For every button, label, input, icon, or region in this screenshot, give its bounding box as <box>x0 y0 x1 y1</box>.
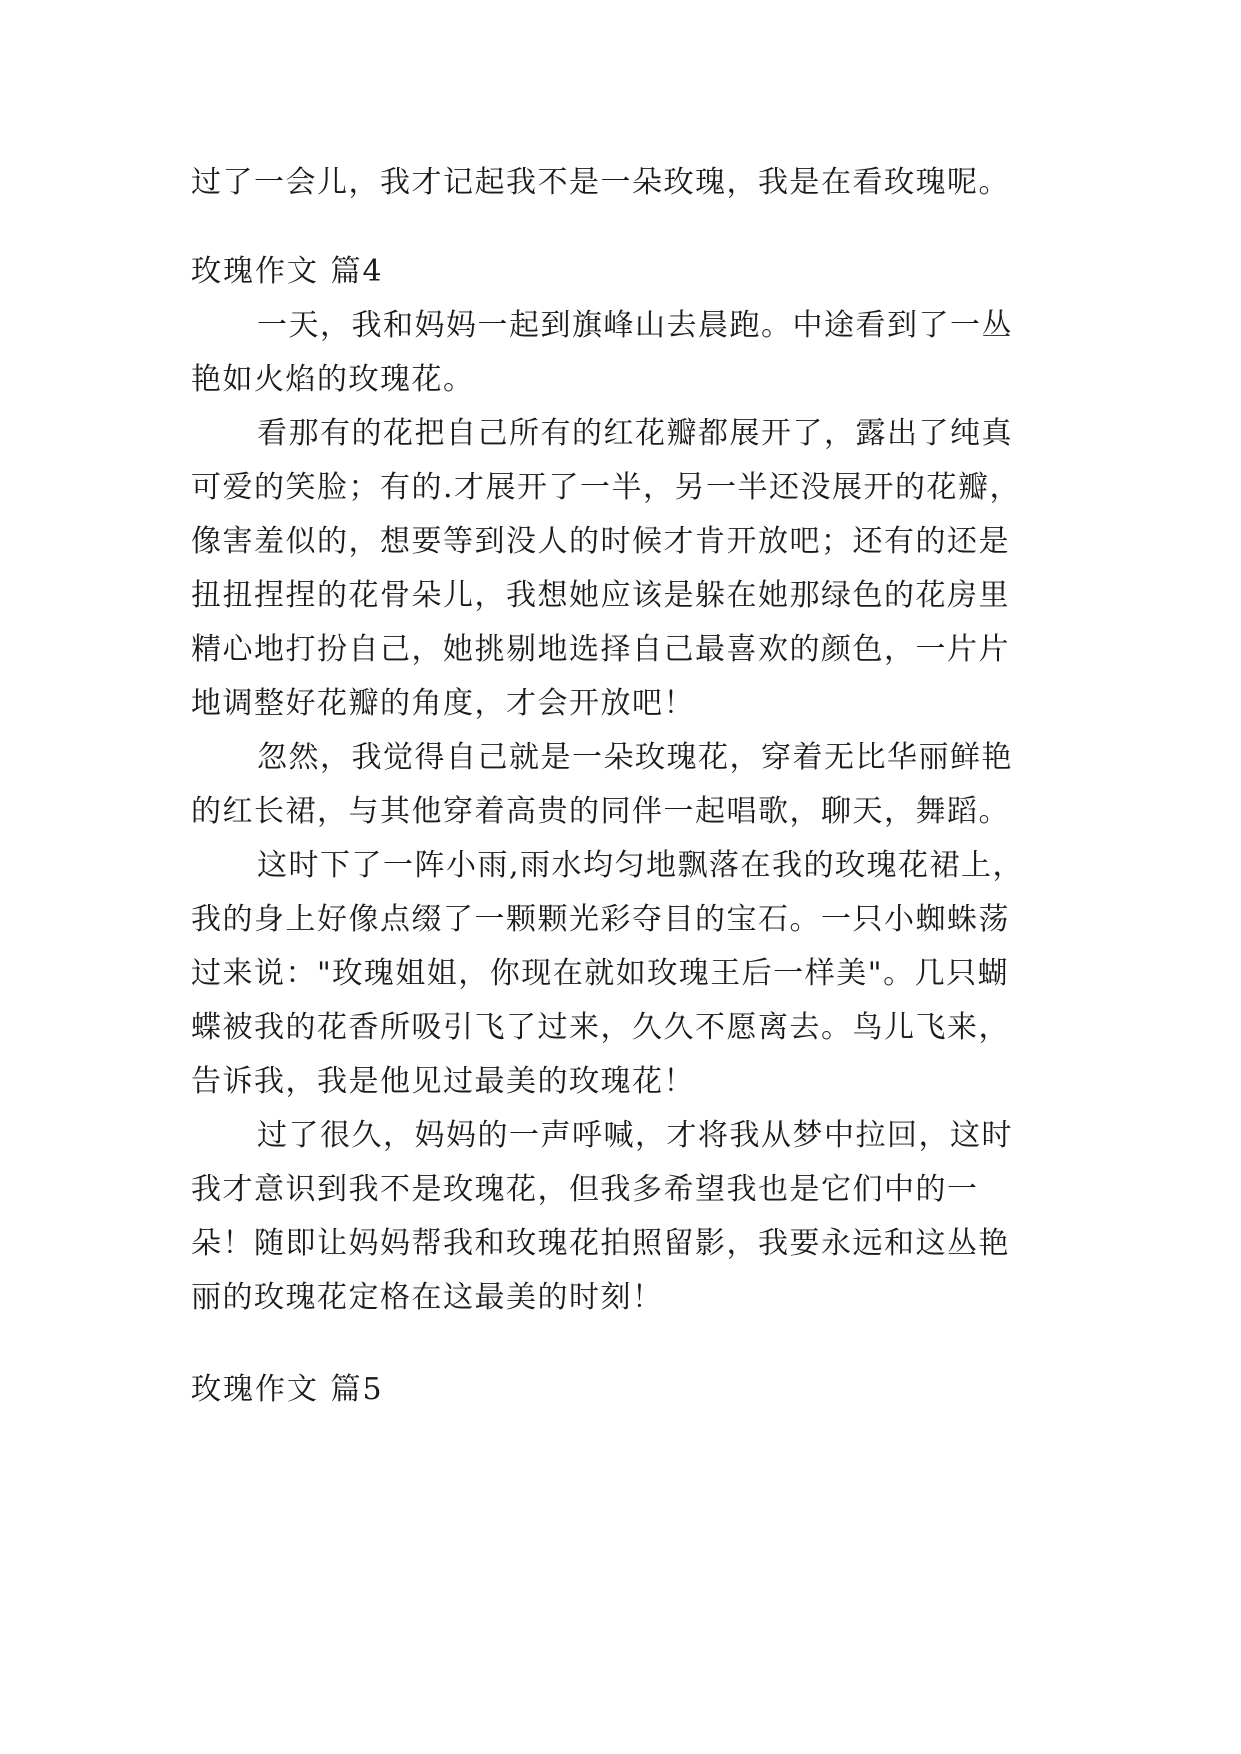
paragraph-2-line-6: 地调整好花瓣的角度，才会开放吧！ <box>191 686 695 721</box>
paragraph-5-line-4: 丽的玫瑰花定格在这最美的时刻！ <box>191 1280 664 1315</box>
section-heading-4: 玫瑰作文 篇4 <box>191 254 384 289</box>
section-heading-5: 玫瑰作文 篇5 <box>191 1372 384 1407</box>
closing-line: 过了一会儿，我才记起我不是一朵玫瑰，我是在看玫瑰呢。 <box>191 165 1010 200</box>
paragraph-1-line-1: 一天，我和妈妈一起到旗峰山去晨跑。中途看到了一丛 <box>257 308 1013 343</box>
paragraph-5-line-2: 我才意识到我不是玫瑰花，但我多希望我也是它们中的一 <box>191 1172 979 1207</box>
paragraph-3-line-1: 忽然，我觉得自己就是一朵玫瑰花，穿着无比华丽鲜艳 <box>257 740 1013 775</box>
paragraph-4-line-3: 过来说："玫瑰姐姐，你现在就如玫瑰王后一样美"。几只蝴 <box>191 956 1010 991</box>
paragraph-2-line-4: 扭扭捏捏的花骨朵儿，我想她应该是躲在她那绿色的花房里 <box>191 578 1010 613</box>
paragraph-2-line-2: 可爱的笑脸；有的.才展开了一半，另一半还没展开的花瓣， <box>191 470 1022 505</box>
paragraph-4-line-4: 蝶被我的花香所吸引飞了过来，久久不愿离去。鸟儿飞来， <box>191 1010 1010 1045</box>
paragraph-3-line-2: 的红长裙，与其他穿着高贵的同伴一起唱歌，聊天，舞蹈。 <box>191 794 1010 829</box>
paragraph-4-line-5: 告诉我，我是他见过最美的玫瑰花！ <box>191 1064 695 1099</box>
paragraph-2-line-1: 看那有的花把自己所有的红花瓣都展开了，露出了纯真 <box>257 416 1013 451</box>
paragraph-4-line-1: 这时下了一阵小雨,雨水均匀地飘落在我的玫瑰花裙上， <box>257 848 1025 883</box>
paragraph-4-line-2: 我的身上好像点缀了一颗颗光彩夺目的宝石。一只小蜘蛛荡 <box>191 902 1010 937</box>
paragraph-1-line-2: 艳如火焰的玫瑰花。 <box>191 362 475 397</box>
paragraph-5-line-1: 过了很久，妈妈的一声呼喊，才将我从梦中拉回，这时 <box>257 1118 1013 1153</box>
paragraph-2-line-5: 精心地打扮自己，她挑剔地选择自己最喜欢的颜色，一片片 <box>191 632 1010 667</box>
paragraph-5-line-3: 朵！随即让妈妈帮我和玫瑰花拍照留影，我要永远和这丛艳 <box>191 1226 1010 1261</box>
paragraph-2-line-3: 像害羞似的，想要等到没人的时候才肯开放吧；还有的还是 <box>191 524 1010 559</box>
